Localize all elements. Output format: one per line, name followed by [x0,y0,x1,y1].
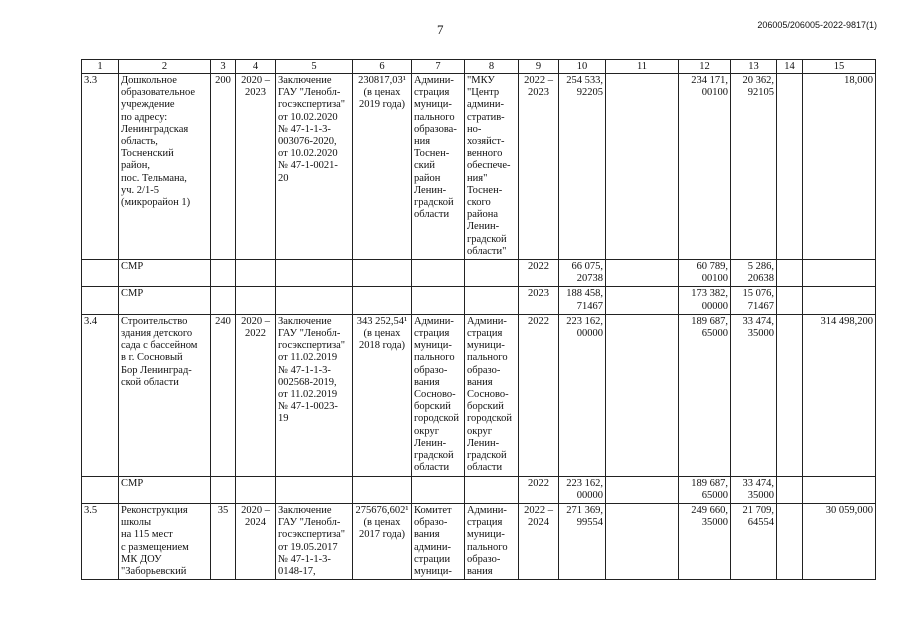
period: 2020 – 2022 [236,314,276,476]
financing-years: 2022 – 2023 [519,74,559,260]
row-number: 3.4 [82,314,119,476]
column-header: 10 [559,60,606,74]
column-header: 6 [353,60,412,74]
period: 2020 – 2024 [236,503,276,579]
capacity-indicator: 30 059,000 [803,503,876,579]
regional-budget: 249 660, 35000 [679,503,731,579]
estimated-cost: 343 252,54¹ (в ценах 2018 года) [353,314,412,476]
local-budget: 5 286, 20638 [731,260,777,287]
total-amount: 66 075, 20738 [559,260,606,287]
capacity-indicator: 314 498,200 [803,314,876,476]
total-amount: 223 162, 00000 [559,476,606,503]
row-number: 3.5 [82,503,119,579]
row-number: 3.3 [82,74,119,260]
customer: Админи- страция муници- пального образо- вания Сосново- борский городской округ Ленин- градской области [465,314,519,476]
capacity-indicator: 18,000 [803,74,876,260]
regional-budget: 189 687, 65000 [679,314,731,476]
capacity: 35 [211,503,236,579]
object-name: Дошкольное образовательное учреждение по адресу: Ленинградская область, Тосненский район, пос. Тельмана, уч. 2/1-5 (микрорайон 1) [119,74,211,260]
financing-years: 2022 [519,314,559,476]
table-row [82,260,876,287]
estimated-cost: 275676,602¹ (в ценах 2017 года) [353,503,412,579]
column-header: 3 [211,60,236,74]
object-name: Строительство здания детского сада с бассейном в г. Сосновый Бор Ленинград- ской области [119,314,211,476]
table-row [82,314,876,476]
local-budget: 33 474, 35000 [731,314,777,476]
total-amount: 271 369, 99554 [559,503,606,579]
smr-label: СМР [119,260,211,287]
column-header: 9 [519,60,559,74]
expertise-conclusion: Заключение ГАУ "Ленобл- госэкспертиза" от 10.02.2020 № 47-1-1-3- 003076-2020, от 10.02.2020 № 47-1-0021- 20 [276,74,353,260]
object-name: Реконструкция школы на 115 мест с размещением МК ДОУ "Заборьевский [119,503,211,579]
regional-budget: 60 789, 00100 [679,260,731,287]
smr-label: СМР [119,287,211,314]
local-budget: 20 362, 92105 [731,74,777,260]
column-header: 1 [82,60,119,74]
capacity: 200 [211,74,236,260]
total-amount: 254 533, 92205 [559,74,606,260]
column-header: 11 [606,60,679,74]
local-budget: 21 709, 64554 [731,503,777,579]
estimated-cost: 230817,03¹ (в ценах 2019 года) [353,74,412,260]
responsible-body: Админи- страция муници- пального образо- вания Сосново- борский городской округ Ленин- градской области [412,314,465,476]
financing-years: 2022 – 2024 [519,503,559,579]
budget-table [81,59,876,580]
responsible-body: Комитет образо- вания админи- страции муници- [412,503,465,579]
capacity: 240 [211,314,236,476]
local-budget: 33 474, 35000 [731,476,777,503]
table-row [82,476,876,503]
col-11-value [606,74,679,260]
regional-budget: 189 687, 65000 [679,476,731,503]
smr-label: СМР [119,476,211,503]
customer: Админи- страция муници- пального образо- вания [465,503,519,579]
column-header: 12 [679,60,731,74]
column-header: 5 [276,60,353,74]
column-header: 15 [803,60,876,74]
table-row [82,287,876,314]
total-amount: 188 458, 71467 [559,287,606,314]
document-id: 206005/206005-2022-9817(1) [757,20,877,30]
local-budget: 15 076, 71467 [731,287,777,314]
expertise-conclusion: Заключение ГАУ "Ленобл- госэкспертиза" от 19.05.2017 № 47-1-1-3- 0148-17, [276,503,353,579]
column-number-row [82,60,876,74]
column-header: 2 [119,60,211,74]
column-header: 8 [465,60,519,74]
financing-years: 2023 [519,287,559,314]
column-header: 13 [731,60,777,74]
period: 2020 – 2023 [236,74,276,260]
customer: "МКУ "Центр админи- стратив- но- хозяйст- венного обеспече- ния" Тоснен- ского района Ленин- градской области" [465,74,519,260]
regional-budget: 173 382, 00000 [679,287,731,314]
page-number: 7 [437,22,444,37]
table-row [82,503,876,579]
expertise-conclusion: Заключение ГАУ "Ленобл- госэкспертиза" от 11.02.2019 № 47-1-1-3- 002568-2019, от 11.02.2019 № 47-1-0023- 19 [276,314,353,476]
regional-budget: 234 171, 00100 [679,74,731,260]
total-amount: 223 162, 00000 [559,314,606,476]
responsible-body: Админи- страция муници- пального образова- ния Тоснен- ский район Ленин- градской области [412,74,465,260]
column-header: 7 [412,60,465,74]
column-header: 4 [236,60,276,74]
table-row [82,74,876,260]
col-14-value [777,74,803,260]
financing-years: 2022 [519,476,559,503]
column-header: 14 [777,60,803,74]
financing-years: 2022 [519,260,559,287]
